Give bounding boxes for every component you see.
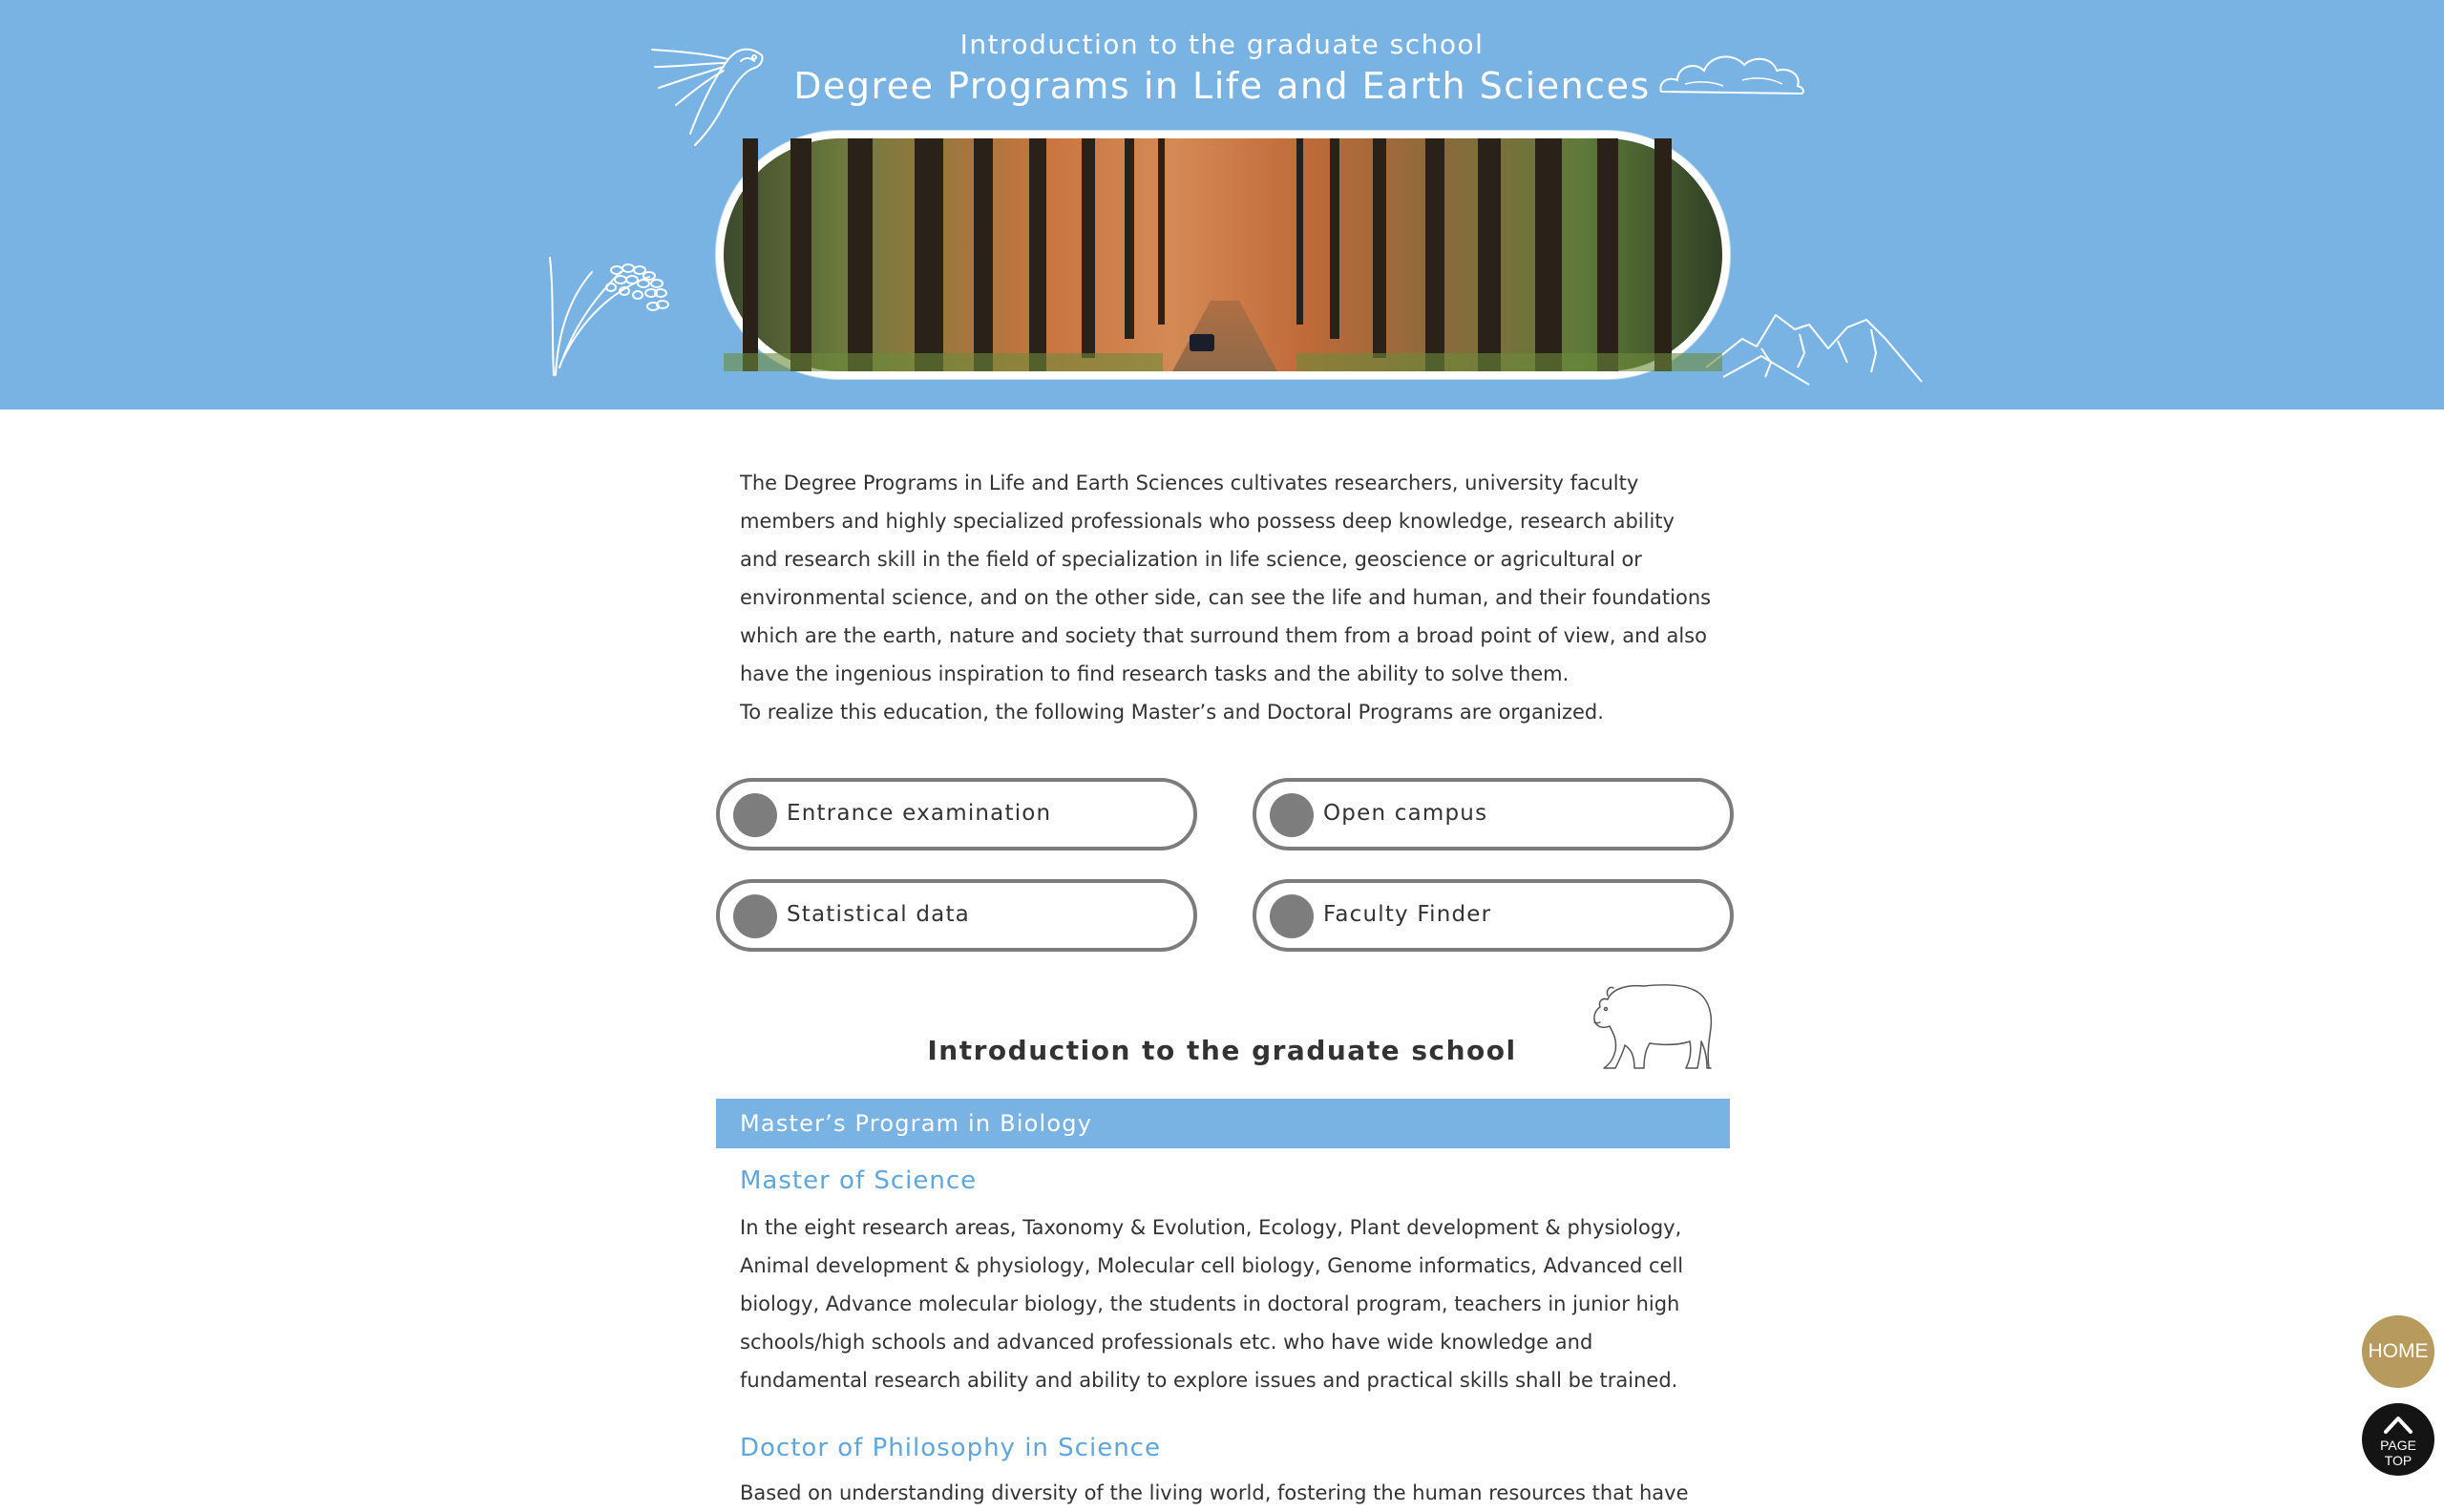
faculty-finder-button[interactable] [1253,879,1734,952]
bullet-circle-icon [1270,894,1314,938]
bear-illustration-icon [1587,978,1717,1074]
bird-illustration-icon [647,38,767,148]
open-campus-button[interactable] [1253,778,1734,850]
intro-section [740,464,1714,731]
hero-photo [716,131,1730,379]
home-button[interactable] [2362,1315,2434,1388]
doctor-degree-title: Doctor of Philosophy in Science [740,1434,1161,1462]
bullet-circle-icon [1270,793,1314,837]
open-campus-label: Open campus [1323,801,1488,826]
bullet-circle-icon [733,894,777,938]
statistical-data-label: Statistical data [787,902,970,927]
page-top-button[interactable] [2362,1403,2434,1476]
program-title-bar [716,1099,1730,1148]
page-top-label-line2: TOP [2384,1453,2412,1468]
master-degree-text: In the eight research areas, Taxonomy & Evolution, Ecology, Plant development & physiology, Animal development & physiology, Molecular cell biology, Genome informatics, Advanced cell biology, Advance molecular biology, the students in doctoral program, teachers in junior high schools/high schools and advanced professionals etc. who have wide knowledge and fundamental research ability and ability to explore issues and practical skills shall be trained. [740,1216,1684,1392]
intro-closing: To realize this education, the following Master’s and Doctoral Programs are organized. [740,701,1604,724]
intro-paragraph: The Degree Programs in Life and Earth Sciences cultivates researchers, university faculty members and highly specialized professionals who possess deep knowledge, research ability and research skill in the field of specialization in life science, geoscience or agricultural or environmental science, and on the other side, can see the life and human, and their foundations which are the earth, nature and society that surround them from a broad point of view, and also have the ingenious inspiration to find research tasks and the ability to solve them. [740,472,1712,685]
hero-subtitle: Introduction to the graduate school [959,29,1485,60]
entrance-examination-label: Entrance examination [787,801,1052,826]
statistical-data-button[interactable] [716,879,1197,952]
rice-plant-illustration-icon [544,253,678,377]
section-heading: Introduction to the graduate school [927,1035,1517,1066]
faculty-finder-label: Faculty Finder [1323,902,1492,927]
hero-banner [0,0,2444,410]
home-label: HOME [2368,1340,2429,1362]
hero-title: Degree Programs in Life and Earth Sciences [793,65,1651,107]
cloud-illustration-icon [1656,46,1809,98]
page-top-label-line1: PAGE [2380,1438,2416,1453]
entrance-examination-button[interactable] [716,778,1197,850]
program-title: Master’s Program in Biology [740,1110,1093,1137]
doctor-degree-text: Based on understanding diversity of the living world, fostering the human resources that have [740,1481,1689,1504]
bullet-circle-icon [733,793,777,837]
tree-avenue-photo [724,138,1722,371]
master-degree-title: Master of Science [740,1166,978,1195]
mountain-illustration-icon [1704,310,1924,387]
chevron-up-icon [2383,1413,2413,1434]
